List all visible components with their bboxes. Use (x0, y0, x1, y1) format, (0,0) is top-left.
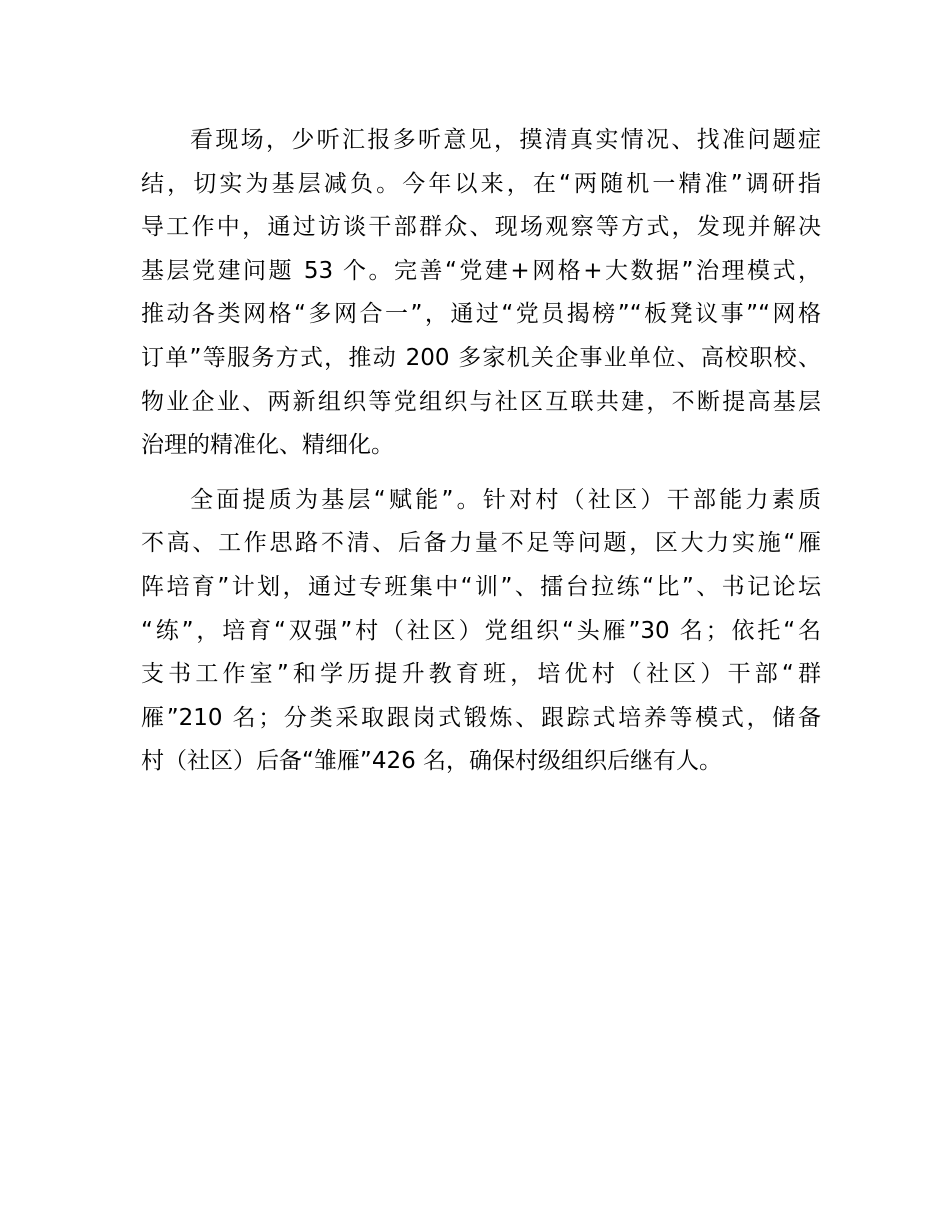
text-line: 阵培育”计划，通过专班集中“训”、擂台拉练“比”、书记论坛 (141, 573, 821, 600)
text-line: 支书工作室”和学历提升教育班，培优村（社区）干部“群 (141, 661, 821, 688)
text-line: 村（社区）后备“雏雁”426 名，确保村级组织后继有人。 (141, 748, 723, 775)
text-line: 治理的精准化、精细化。 (141, 432, 394, 459)
text-line: 推动各类网格“多网合一”，通过“党员揭榜”“板凳议事”“网格 (141, 301, 821, 328)
paragraph-2 (141, 479, 821, 784)
document-body (141, 119, 821, 784)
text-line: 看现场，少听汇报多听意见，摸清真实情况、找准问题症 (190, 127, 821, 153)
text-line: 结，切实为基层减负。今年以来，在“两随机一精准”调研指 (141, 170, 821, 197)
text-line: 订单”等服务方式，推动 200 多家机关企事业单位、高校职校、 (141, 344, 821, 371)
paragraph-1 (141, 119, 821, 468)
text-line: 全面提质为基层“赋能”。针对村（社区）干部能力素质 (190, 486, 821, 513)
text-line: 导工作中，通过访谈干部群众、现场观察等方式，发现并解决 (141, 214, 821, 241)
paragraph-spacer (141, 468, 821, 479)
text-line: 物业企业、两新组织等党组织与社区互联共建，不断提高基层 (141, 388, 821, 415)
text-line: 基层党建问题 53 个。完善“党建+网格+大数据”治理模式， (141, 257, 821, 284)
text-line: “练”，培育“双强”村（社区）党组织“头雁”30 名；依托“名 (141, 617, 821, 644)
text-line: 雁”210 名；分类采取跟岗式锻炼、跟踪式培养等模式，储备 (141, 704, 821, 731)
text-line: 不高、工作思路不清、后备力量不足等问题，区大力实施“雁 (141, 530, 821, 557)
